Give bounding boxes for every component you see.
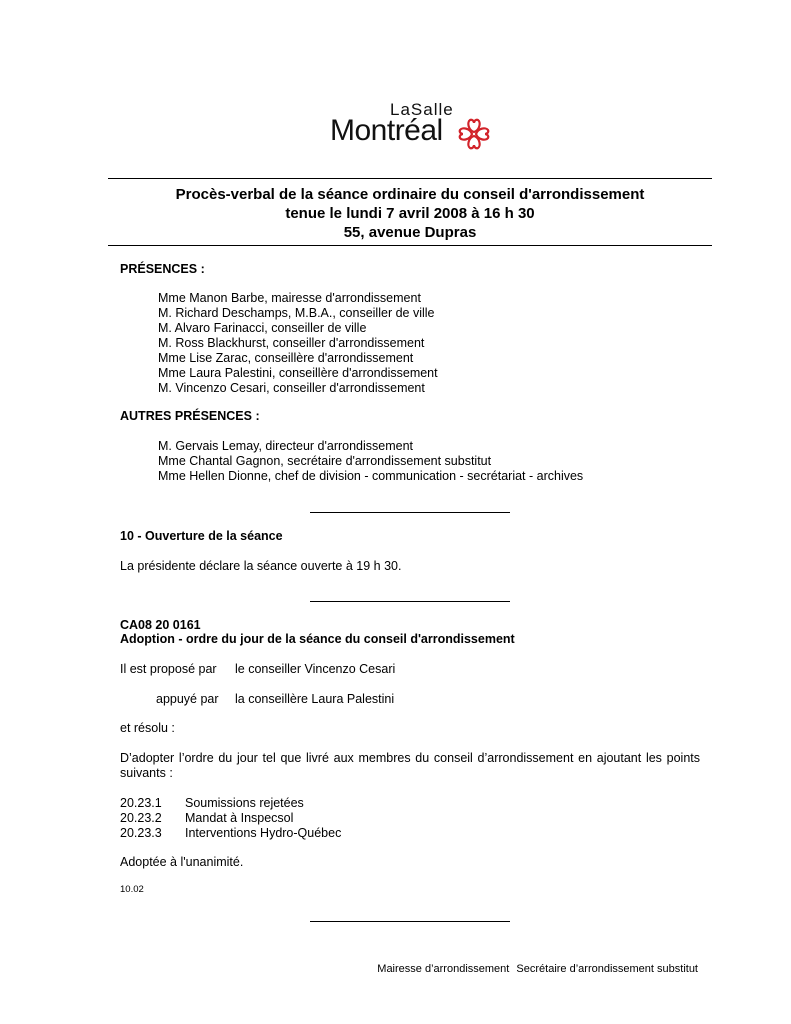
resolution-reference: 10.02 [120,884,144,895]
logo-district-name: LaSalle [390,100,454,119]
presence-member: Mme Manon Barbe, mairesse d'arrondissement [158,291,421,305]
montreal-flower-icon [456,116,492,152]
footer-signatures [377,962,698,977]
proposed-label: Il est proposé par [120,662,217,676]
other-presence-member: Mme Chantal Gagnon, secrétaire d'arrondissement substitut [158,454,492,468]
header-top-rule [108,178,712,179]
header-bottom-rule [108,245,712,246]
presence-member: M. Alvaro Farinacci, conseiller de ville [158,321,367,335]
presence-member: M. Ross Blackhurst, conseiller d'arrondissement [158,336,425,350]
seconded-by: la conseillère Laura Palestini [235,692,395,706]
item-number: 20.23.1 [120,796,162,810]
other-presence-member: Mme Hellen Dionne, chef de division - communication - secrétariat - archives [158,469,584,483]
footer-secretary-label: Secrétaire d’arrondissement substitut [516,963,698,975]
footer-mayor-label: Mairesse d’arrondissement [377,963,510,975]
presences-heading: PRÉSENCES : [120,262,205,276]
section-10-text: La présidente déclare la séance ouverte à 19 h 30. [120,559,402,573]
list-item [120,811,341,826]
section-separator [310,512,510,513]
section-separator [310,921,510,922]
section-separator [310,601,510,602]
list-item [120,796,341,811]
section-10-heading: 10 - Ouverture de la séance [120,529,283,543]
document-title-line-3: 55, avenue Dupras [343,224,477,241]
presence-member: M. Richard Deschamps, M.B.A., conseiller de ville [158,306,435,320]
document-title-line-1: Procès-verbal de la séance ordinaire du conseil d'arrondissement [175,186,645,203]
item-number: 20.23.2 [120,811,162,825]
presence-member: M. Vincenzo Cesari, conseiller d'arrondissement [158,381,425,395]
item-text: Soumissions rejetées [185,796,304,810]
document-title-line-2: tenue le lundi 7 avril 2008 à 16 h 30 [285,205,535,222]
presences-list [158,291,438,396]
montreal-logo [330,100,500,160]
added-items-list [120,796,341,841]
other-presence-member: M. Gervais Lemay, directeur d'arrondissement [158,439,414,453]
proposed-by: le conseiller Vincenzo Cesari [235,662,396,676]
logo-city-name: Montréal [330,114,443,147]
adopted-text: Adoptée à l'unanimité. [120,855,244,869]
resolution-subject: Adoption - ordre du jour de la séance du conseil d'arrondissement [120,632,515,646]
item-number: 20.23.3 [120,826,162,840]
resolution-body: D’adopter l’ordre du jour tel que livré aux membres du conseil d’arrondissement en ajoutant les points suivants : [120,751,700,780]
item-text: Interventions Hydro-Québec [185,826,342,840]
other-presences-list [158,439,583,484]
item-text: Mandat à Inspecsol [185,811,294,825]
presence-member: Mme Laura Palestini, conseillère d'arrondissement [158,366,438,380]
other-presences-heading: AUTRES PRÉSENCES : [120,409,260,423]
list-item [120,826,341,841]
resolved-label: et résolu : [120,721,175,735]
seconded-label: appuyé par [156,692,219,706]
resolution-number: CA08 20 0161 [120,618,201,632]
presence-member: Mme Lise Zarac, conseillère d'arrondissement [158,351,414,365]
